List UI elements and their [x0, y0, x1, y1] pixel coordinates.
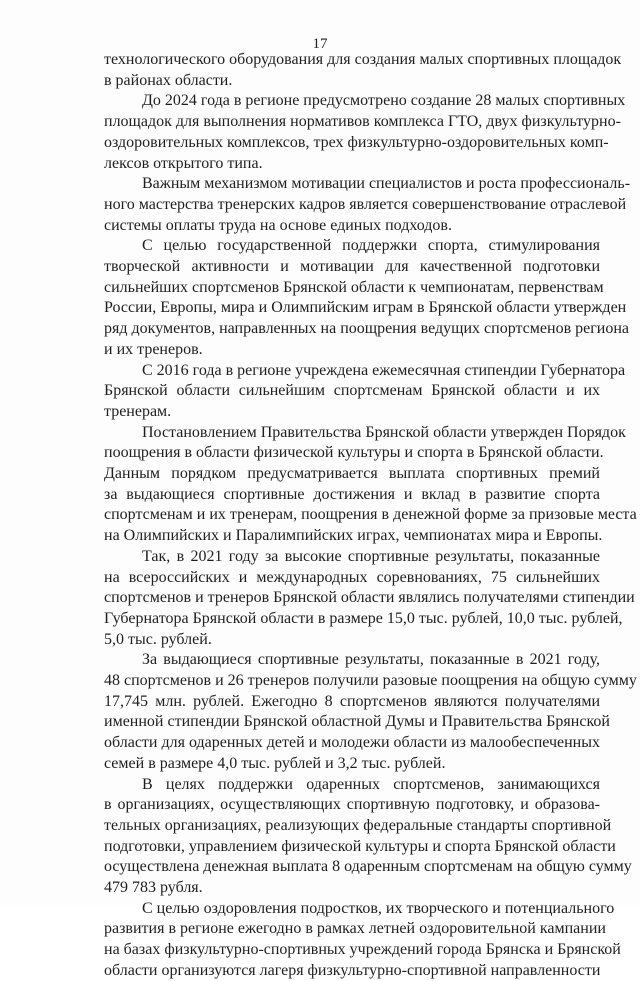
- text-line: на всероссийских и международных соревнованиях, 75 сильнейших: [104, 568, 600, 586]
- text-line: осуществлена денежная выплата 8 одаренным спортсменам на общую сумму: [104, 858, 632, 876]
- text-line: сильнейших спортсменов Брянской области к чемпионатам, первенствам: [104, 278, 604, 296]
- text-line: С целью оздоровления подростков, их творческого и потенциального: [142, 899, 615, 917]
- text-line: подготовки, управлением физической культуры и спорта Брянской области: [104, 837, 616, 855]
- text-line: за выдающиеся спортивные достижения и вклад в развитие спорта: [104, 485, 600, 503]
- text-line: именной стипендии Брянской областной Думы и Правительства Брянской: [104, 713, 610, 731]
- text-line: Важным механизмом мотивации специалистов и роста профессиональ-: [142, 175, 631, 193]
- text-line: 48 спортсменов и 26 тренеров получили разовые поощрения на общую сумму: [104, 672, 637, 689]
- text-line: 479 783 рубля.: [104, 879, 203, 896]
- text-line: оздоровительных комплексов, трех физкультурно-оздоровительных комп-: [104, 133, 609, 151]
- text-line: ного мастерства тренерских кадров является совершенствование отраслевой: [104, 195, 627, 213]
- text-line: тренерам.: [104, 402, 172, 420]
- text-line: тельных организациях, реализующих федеральные стандарты спортивной: [104, 816, 612, 834]
- text-line: спортсменам и их тренерам, поощрения в денежной форме за призовые места: [104, 506, 637, 524]
- text-line: в организациях, осуществляющих спортивную подготовку, и образова-: [104, 796, 600, 814]
- text-line: на Олимпийских и Паралимпийских играх, чемпионатах мира и Европы.: [104, 527, 603, 545]
- text-line: и их тренеров.: [104, 340, 203, 358]
- text-line: лексов открытого типа.: [104, 154, 263, 172]
- text-line: области для одаренных детей и молодежи области из малообеспеченных: [104, 734, 600, 752]
- text-line: До 2024 года в регионе предусмотрено создание 28 малых спортивных: [142, 92, 626, 110]
- text-line: С целью государственной поддержки спорта, стимулирования: [142, 237, 600, 255]
- text-line: поощрения в области физической культуры и спорта в Брянской области.: [104, 444, 604, 462]
- text-line: в районах области.: [104, 71, 233, 89]
- text-line: 5,0 тыс. рублей.: [104, 630, 212, 648]
- text-line: 17,745 млн. рублей. Ежегодно 8 спортсменов являются получателями: [104, 692, 600, 710]
- text-line: технологического оборудования для создания малых спортивных площадок: [104, 51, 622, 68]
- page-number: 17: [312, 36, 328, 52]
- text-line: Так, в 2021 году за высокие спортивные результаты, показанные: [142, 547, 600, 565]
- text-line: Данным порядком предусматривается выплата спортивных премий: [104, 465, 600, 482]
- text-line: творческой активности и мотивации для качественной подготовки: [104, 258, 600, 275]
- text-line: семей в размере 4,0 тыс. рублей и 3,2 тыс. рублей.: [104, 754, 446, 772]
- text-line: Брянской области сильнейшим спортсменам Брянской области и их: [104, 382, 600, 400]
- text-line: развития в регионе ежегодно в рамках летней оздоровительной кампании: [104, 920, 606, 938]
- text-line: С 2016 года в регионе учреждена ежемесячная стипендии Губернатора: [142, 361, 626, 379]
- text-line: площадок для выполнения нормативов комплекса ГТО, двух физкультурно-: [104, 113, 621, 131]
- text-line: Губернатора Брянской области в размере 15,0 тыс. рублей, 10,0 тыс. рублей,: [104, 609, 623, 627]
- text-line: системы оплаты труда на основе единых подходов.: [104, 216, 452, 234]
- text-line: на базах физкультурно-спортивных учреждений города Брянска и Брянской: [104, 941, 621, 959]
- text-line: В целях поддержки одаренных спортсменов, занимающихся: [142, 775, 600, 793]
- text-line: За выдающиеся спортивные результаты, показанные в 2021 году,: [142, 651, 600, 669]
- text-line: спортсменов и тренеров Брянской области являлись получателями стипендии: [104, 589, 635, 607]
- text-line: России, Европы, мира и Олимпийским играм в Брянской области утвержден: [104, 299, 627, 317]
- text-line: области организуются лагеря физкультурно-спортивной направленности: [104, 961, 601, 979]
- text-line: ряд документов, направленных на поощрения ведущих спортсменов региона: [104, 320, 630, 338]
- text-line: Постановлением Правительства Брянской области утвержден Порядок: [142, 423, 626, 441]
